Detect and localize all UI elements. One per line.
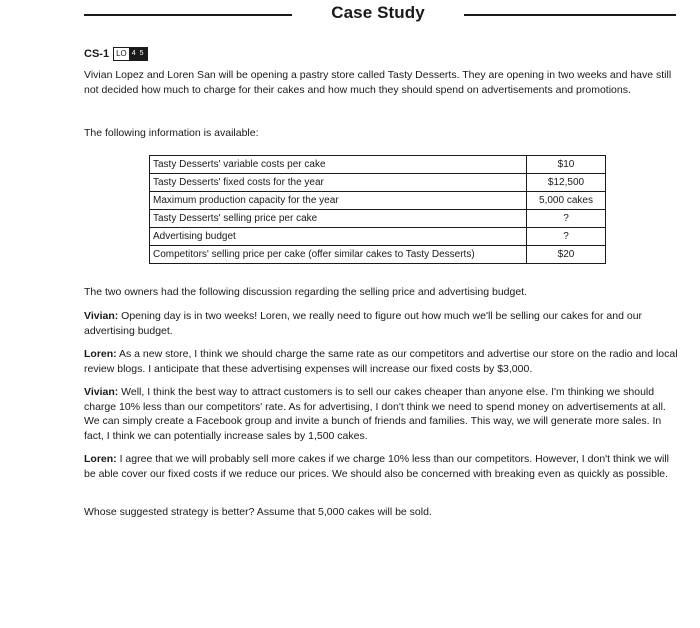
speaker-name: Loren: bbox=[84, 453, 117, 465]
question-text: Whose suggested strategy is better? Assume that 5,000 cakes will be sold. bbox=[84, 506, 432, 518]
dialogue-text: Opening day is in two weeks! Loren, we really need to figure out how much we'll be selling our cakes for and our advertising budget. bbox=[84, 310, 643, 337]
dialogue-loren-1 bbox=[84, 347, 680, 376]
dialogue-vivian-2 bbox=[84, 385, 680, 443]
header-rule-left bbox=[84, 14, 292, 16]
row-label: Tasty Desserts' selling price per cake bbox=[150, 210, 527, 228]
header-rule-right bbox=[464, 14, 676, 16]
row-value: $20 bbox=[527, 246, 606, 264]
learning-objective-badge bbox=[113, 47, 148, 61]
discussion-intro: The two owners had the following discussion regarding the selling price and advertising budget. bbox=[84, 286, 528, 298]
dialogue-text: As a new store, I think we should charge the same rate as our competitors and advertise our store on the radio and local review blogs. I anticipate that these advertising expenses will increase our fixed costs by $3,000. bbox=[84, 348, 678, 375]
row-label: Competitors' selling price per cake (offer similar cakes to Tasty Desserts) bbox=[150, 246, 527, 264]
lo-numbers: 4 5 bbox=[129, 48, 148, 60]
following-info-text: The following information is available: bbox=[84, 127, 259, 139]
row-value: ? bbox=[527, 228, 606, 246]
dialogue-text: Well, I think the best way to attract customers is to sell our cakes cheaper than anyone else. I'm thinking we should charge 10% less than our competitors' rate. As for advertising, I don't think we need to spend money on advertisements at all. We can simply create a Facebook group and invite a bunch of friends and families. This way, we will generate more sales. In fact, I think we can potentially increase sales by 1,500 cakes. bbox=[84, 386, 666, 442]
dialogue-text: I agree that we will probably sell more cakes if we charge 10% less than our competitors. However, I don't think we will be able cover our fixed costs if we reduce our prices. We should also be concerned with breaking even as quickly as possible. bbox=[84, 453, 670, 480]
dialogue-loren-2 bbox=[84, 452, 680, 481]
speaker-name: Loren: bbox=[84, 348, 117, 360]
table-row bbox=[150, 246, 606, 264]
info-table bbox=[149, 155, 606, 264]
row-value: $10 bbox=[527, 156, 606, 174]
table-row bbox=[150, 228, 606, 246]
table-row bbox=[150, 210, 606, 228]
row-value: ? bbox=[527, 210, 606, 228]
row-label: Tasty Desserts' fixed costs for the year bbox=[150, 174, 527, 192]
lo-label: LO bbox=[116, 49, 127, 58]
header bbox=[84, 0, 676, 28]
row-label: Tasty Desserts' variable costs per cake bbox=[150, 156, 527, 174]
table-row bbox=[150, 192, 606, 210]
case-label: CS-1 bbox=[84, 48, 110, 60]
row-label: Advertising budget bbox=[150, 228, 527, 246]
table-row bbox=[150, 174, 606, 192]
row-value: 5,000 cakes bbox=[527, 192, 606, 210]
intro-paragraph: Vivian Lopez and Loren San will be opening a pastry store called Tasty Desserts. They are opening in two weeks and have still not decided how much to charge for their cakes and how much they should spend on advertisements and promotions. bbox=[84, 69, 672, 96]
dialogue-vivian-1 bbox=[84, 309, 680, 338]
table-row bbox=[150, 156, 606, 174]
case-label-row bbox=[84, 47, 148, 61]
row-value: $12,500 bbox=[527, 174, 606, 192]
speaker-name: Vivian: bbox=[84, 310, 119, 322]
speaker-name: Vivian: bbox=[84, 386, 119, 398]
page-title: Case Study bbox=[331, 3, 425, 22]
row-label: Maximum production capacity for the year bbox=[150, 192, 527, 210]
